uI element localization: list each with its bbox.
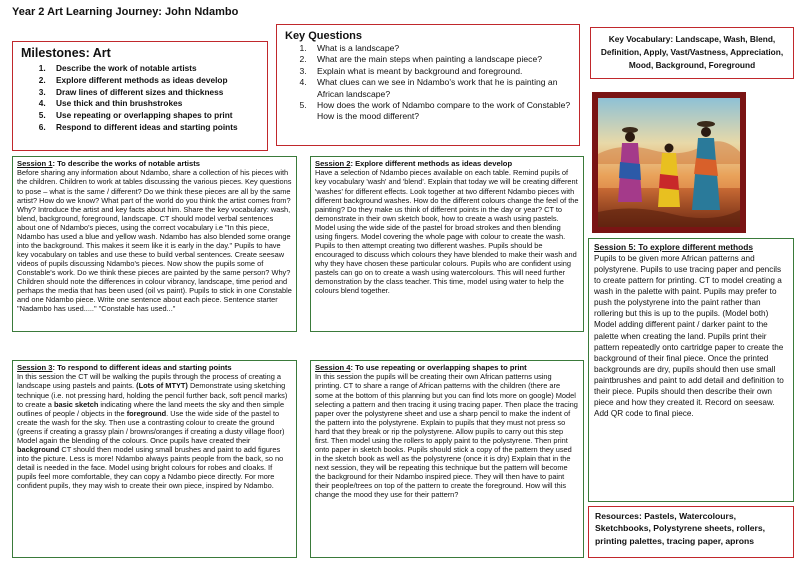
milestone-item: 4. Use thick and thin brushstrokes xyxy=(48,98,259,110)
session5-box xyxy=(588,238,794,502)
session4-heading xyxy=(315,363,579,372)
session2-number: Session 2 xyxy=(315,159,351,168)
session3-text-3: indicating where the land meets the sky and then simple outlines of people / objects in the xyxy=(17,399,285,418)
resources-text: Resources: Pastels, Watercolours, Sketchbooks, Polystyrene sheets, rollers, printing palettes, tracing paper, aprons xyxy=(595,511,766,546)
key-question-item: 1. What is a landscape? xyxy=(309,43,571,54)
session4-number: Session 4 xyxy=(315,363,351,372)
milestones-title: Milestones: Art xyxy=(21,46,111,60)
ndambo-painting xyxy=(592,92,746,233)
key-question-item: 2. What are the main steps when painting a landscape piece? xyxy=(309,54,571,65)
session2-title: : Explore different methods as ideas develop xyxy=(350,159,513,168)
session3-text-4: . Use the wide side of the pastel to create the wash for the sky. Then use a contrasting colour to create the ground (greens if creating a grassy plain / browns/oranges if creating a dusty village floor) Model again the blending of the colours. Once pupils have created their xyxy=(17,408,285,445)
session3-bold-3: foreground xyxy=(126,408,167,418)
key-questions-box xyxy=(276,24,580,146)
milestones-list xyxy=(21,63,259,134)
key-question-item: 4. What clues can we see in Ndambo's work that he is painting an African landscape? xyxy=(309,77,571,100)
key-question-item: 3. Explain what is meant by background and foreground. xyxy=(309,66,571,77)
session1-box xyxy=(12,156,297,332)
session3-box xyxy=(12,360,297,558)
session5-title: Session 5: To explore different methods xyxy=(594,242,753,252)
session3-bold-1: (Lots of MTYT) xyxy=(136,381,188,391)
session5-body: Pupils to be given more African patterns and polystyrene. Pupils to use tracing paper and pencils to create pattern for printing. CT to model creating a wash in the palette with paint. Pupils may prefer to push the polystyrene into the paint rather than rollering but this is up to the pupils. (Model both) Model adding different paint / darker paint to the palette when creating the land. Pupils print their pattern repeatedly onto cartridge paper to create the background of their final piece. Once the printed backgrounds are dry, pupils should then use small paintbrushes and paint to add detail and definition to their piece. Pupils should then describe their own piece and how they created it. Record on seesaw. Add QR code to final piece. xyxy=(594,254,784,418)
key-questions-title: Key Questions xyxy=(285,30,363,42)
session2-box xyxy=(310,156,584,332)
key-question-item: 5. How does the work of Ndambo compare to the work of Constable? How is the mood different? xyxy=(309,100,571,123)
session1-heading xyxy=(17,159,292,168)
session3-bold-2: basic sketch xyxy=(53,399,99,409)
session1-number: Session 1 xyxy=(17,159,53,168)
milestone-item: 6. Respond to different ideas and starting points xyxy=(48,122,259,134)
resources-box xyxy=(588,506,794,558)
session3-text-5: CT should then model using small brushes and paint to add figures into the picture. Less is more! Ndambo always paints people from the back, so no detail is needed in the face. Model using bright colours for robes and cloaks. If pupils feel more comfortable, they can copy a Ndambo piece directly. For more confident pupils, they may wish to create their own piece, inspired by Ndambo. xyxy=(17,444,284,490)
page-title: Year 2 Art Learning Journey: John Ndambo xyxy=(12,6,239,18)
session3-number: Session 3 xyxy=(17,363,53,372)
key-questions-list xyxy=(285,43,571,123)
session2-body: Have a selection of Ndambo pieces available on each table. Remind pupils of key vocabulary 'wash' and 'blend'. Explain that today we will be creating different 'washes' for different effects. Look together at two different Ndambo pieces with different background washes. How do the different colours change the feel of the painting? Do they make us think of different points in the day or year? CT to demonstrate in their own sketch book, how to create a wash using pastels. Model using the wide side of the pastel for broad strokes and then blending using fingers. Model covering the whole page with colour to create the wash. Pupils to then attempt creating two different washes. Pupils should be encouraged to discuss which colours they have blended to make their wash and why they have chosen these particular colours. Pupils who are confident using pastels can go on to create a wash using watercolours. This will need further demonstration by the class teacher. This time, model using water to help the colours blend together. xyxy=(315,168,579,296)
session4-box xyxy=(310,360,584,558)
session2-heading xyxy=(315,159,579,168)
vocabulary-box xyxy=(590,27,794,79)
session1-body: Before sharing any information about Ndambo, share a collection of his pieces with the children. Children to work at tables discussing the various pieces. Key questions to pose – what is the same / different? Do we think these pieces are all by the same artist? How do we know? What part of the world do you think the artist comes from? Why? Introduce the artist and key facts about him. Share the key vocabulary: wash, blend, background, foreground, landscape. CT should model verbal sentences about one of Ndambo's pieces, using the correct vocabulary i.e "In this piece, Ndambo has used a blue and yellow wash. Ndambo has also blended some orange into the background. This makes it seem like it is early in the day." Pupils to have key vocabulary on tables and use these to build verbal sentences. Create seesaw videos of pupils discussing Ndambo's pieces. Now show the pupils some of Constable's work. Do we think these pieces are painted by the same person? Why? Children should note the differences in colour vibrancy, landscape, time period and perhaps the media that has been used (oil vs paint). Pupils to stick in one Constable and one Ndambo piece. Write one sentence about each piece. Sentence starter "Nadambo has used....." "Constable has used..." xyxy=(17,168,292,314)
session4-body: In this session the pupils will be creating their own African patterns using printing. CT to share a range of African patterns with the children (there are some at the bottom of this planning but you can find lots more on google) Model selecting a pattern and then tracing it using tracing paper. Then place the tracing paper over the polystyrene sheet and use a sharp pencil to make the indent of the pattern into the polystyrene. Explain to pupils that they must not press so hard that they break or rip the polystyrene. Allow pupils to carry out this step first. Then model using the rollers to apply paint to the polystyrene. Then print onto paper in sketch books. Pupils should stick a copy of the pattern they used in the sketch book as well as the polystyrene (once it is dry) Explain that in the next session, they will be repeating this technique but the pattern will become the background for their Ndambo inspired piece. They will then have to paint their people/trees on top of the pattern to create the foreground. How will this change the mood they use for their pattern? xyxy=(315,372,578,500)
session1-title: : To describe the works of notable artists xyxy=(52,159,201,168)
session4-title: : To use repeating or overlapping shapes to print xyxy=(350,363,527,372)
milestone-item: 3. Draw lines of different sizes and thickness xyxy=(48,87,259,99)
session3-title: : To respond to different ideas and starting points xyxy=(52,363,232,372)
milestone-item: 1. Describe the work of notable artists xyxy=(48,63,259,75)
vocabulary-label: Key Vocabulary: xyxy=(608,34,674,44)
vocabulary-words: Landscape, Wash, Blend, Definition, Apply, Vast/Vastness, Appreciation, Mood, Background, Foreground xyxy=(600,34,784,70)
session3-text-1: In this session the CT will be walking the pupils through the process of creating a landscape using pastels and paints. xyxy=(17,372,282,391)
milestones-box xyxy=(12,41,268,151)
milestone-item: 5. Use repeating or overlapping shapes to print xyxy=(48,110,259,122)
session3-body xyxy=(17,372,292,490)
session3-heading xyxy=(17,363,292,372)
session3-bold-4: background xyxy=(17,444,60,454)
session3-text-2: Demonstrate using sketching technique (i.e. not pressing hard, holding the pencil further back, soft pencil marks) to create a xyxy=(17,381,288,409)
milestone-item: 2. Explore different methods as ideas develop xyxy=(48,75,259,87)
